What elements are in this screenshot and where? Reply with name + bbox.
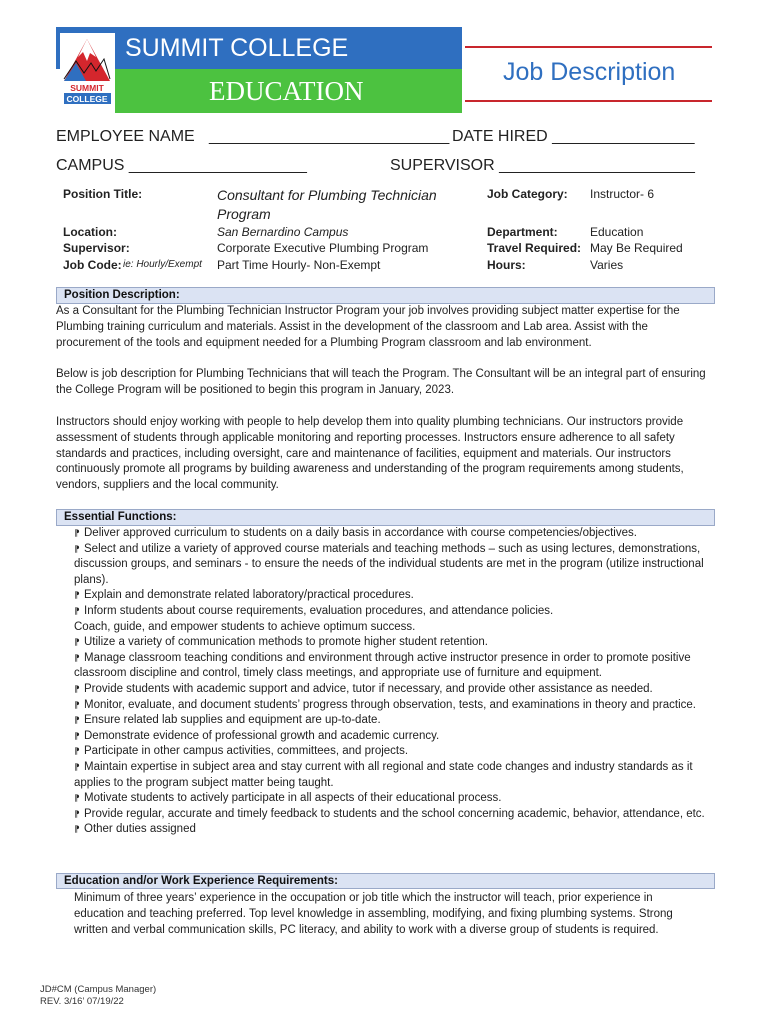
bullet-icon: ⁋ — [74, 683, 80, 694]
function-text: Provide regular, accurate and timely feedback to students and the school concerning academic, behavior, attendance, etc. — [84, 807, 705, 820]
function-item — [74, 542, 706, 589]
function-item — [74, 635, 706, 651]
function-item — [74, 791, 706, 807]
function-text: Manage classroom teaching conditions and environment through active instructor presence in order to promote positive classroom discipline and control, timely class meetings, and appropriate use of furniture and equipment. — [74, 651, 691, 680]
job-code-label: Job Code: — [63, 258, 122, 272]
bullet-icon: ⁋ — [74, 652, 80, 663]
job-category-value: Instructor- 6 — [590, 187, 655, 201]
function-text: Deliver approved curriculum to students on a daily basis in accordance with course competencies/objectives. — [84, 527, 637, 539]
function-text: Participate in other campus activities, committees, and projects. — [84, 745, 409, 758]
function-text: Demonstrate evidence of professional growth and academic currency. — [84, 729, 440, 742]
function-text: Select and utilize a variety of approved course materials and teaching methods – such as using lectures, demonstrations, discussion groups, and seminars - to ensure the needs of the individual students are met in the program (utilize instructional plans). — [74, 542, 704, 586]
function-item — [74, 651, 706, 682]
function-item — [74, 807, 706, 823]
function-text: Coach, guide, and empower students to achieve optimum success. — [74, 620, 416, 633]
logo-text-summit: SUMMIT — [70, 83, 104, 93]
function-item — [74, 760, 706, 791]
bullet-icon: ⁋ — [74, 730, 80, 741]
bullet-icon: ⁋ — [74, 590, 80, 601]
function-item — [74, 822, 706, 838]
bullet-icon: ⁋ — [74, 528, 80, 538]
title-rule-top — [465, 46, 712, 48]
travel-required-value: May Be Required — [590, 241, 683, 255]
function-item — [74, 682, 706, 698]
bullet-icon: ⁋ — [74, 793, 80, 804]
function-text: Explain and demonstrate related laboratory/practical procedures. — [84, 589, 414, 602]
function-text: Inform students about course requirements, evaluation procedures, and attendance policies. — [84, 604, 554, 617]
position-description-p1: As a Consultant for the Plumbing Technician Instructor Program your job involves providing subject matter expertise for the Plumbing training curriculum and materials. Assist in the development of the classroom and Lab area. Assist with the procurement of the tools and equipment needed for a Plumbing Program classroom and lab environment. — [56, 305, 680, 349]
campus-field[interactable]: CAMPUS ____________________ — [56, 157, 307, 174]
bullet-icon: ⁋ — [74, 605, 80, 616]
position-title-value: Consultant for Plumbing Technician Program — [217, 187, 437, 222]
function-item — [74, 698, 706, 714]
function-item — [74, 713, 706, 729]
function-item — [74, 729, 706, 745]
function-item — [74, 604, 706, 620]
location-label: Location: — [63, 225, 117, 239]
date-hired-field[interactable]: DATE HIRED ________________ — [452, 128, 695, 145]
function-text: Provide students with academic support and advice, tutor if necessary, and provide other assistance as needed. — [84, 682, 653, 695]
document-title: Job Description — [503, 58, 676, 86]
department-value: Education — [590, 225, 644, 239]
logo-text-college: COLLEGE — [66, 94, 108, 104]
title-rule-bottom — [465, 100, 712, 102]
position-description-p2: Below is job description for Plumbing Technicians that will teach the Program. The Consultant will be an integral part of ensuring the College Program will be positioned to begin this program in January, 2023. — [56, 368, 706, 396]
college-name: SUMMIT COLLEGE — [125, 34, 349, 62]
supervisor-label: Supervisor: — [63, 241, 130, 255]
position-description-p3: Instructors should enjoy working with people to help develop them into quality plumbing technicians. Our instructors provide assessment of students through applicable monitoring and reporting processes. Instructors ensure adherence to all safety standards and practices, including oversight, care and maintenance of facilities, equipment and materials. Our instructors continuously promote all programs by building awareness and understanding of the program requirements among students, vendors, suppliers and the local community. — [56, 416, 684, 492]
essential-functions-title: Essential Functions: — [64, 511, 177, 523]
bullet-icon: ⁋ — [74, 746, 80, 757]
education-text: Minimum of three years’ experience in the occupation or job title which the instructor will teach, prior experience in education and teaching preferred. Top level knowledge in assembling, modifying, and fixing plumbing systems. Strong written and verbal communication skills, PC literacy, and ability to work with a diverse group of students is required. — [74, 892, 673, 936]
position-title-label: Position Title: — [63, 187, 143, 201]
footer-revision: REV. 3/16’ 07/19/22 — [40, 996, 124, 1007]
college-logo — [60, 33, 115, 107]
department-banner: EDUCATION — [209, 76, 364, 106]
function-item — [74, 744, 706, 760]
hours-value: Varies — [590, 258, 624, 272]
function-text: Maintain expertise in subject area and stay current with all regional and state code changes and industry standards as it applies to the program subject matter being taught. — [74, 760, 693, 789]
essential-functions-list — [74, 526, 706, 838]
employee-name-blank[interactable]: ___________________________ — [209, 128, 450, 145]
function-item — [74, 526, 706, 542]
function-item — [74, 620, 706, 636]
bullet-icon: ⁋ — [74, 761, 80, 772]
function-text: Motivate students to actively participate in all aspects of their educational process. — [84, 792, 502, 805]
bullet-icon: ⁋ — [74, 824, 80, 835]
hours-label: Hours: — [487, 258, 526, 272]
travel-required-label: Travel Required: — [487, 241, 582, 255]
function-text: Utilize a variety of communication methods to promote higher student retention. — [84, 636, 488, 649]
job-category-label: Job Category: — [487, 187, 568, 201]
function-text: Other duties assigned — [84, 823, 196, 836]
education-title: Education and/or Work Experience Requirements: — [64, 875, 338, 887]
position-description-title: Position Description: — [64, 289, 180, 301]
supervisor-value: Corporate Executive Plumbing Program — [217, 241, 429, 255]
footer-doc-code: JD#CM (Campus Manager) — [40, 984, 157, 995]
function-text: Monitor, evaluate, and document students’ progress through observation, tests, and examinations in theory and practice. — [84, 698, 696, 711]
bullet-icon: ⁋ — [74, 637, 80, 648]
location-value: San Bernardino Campus — [217, 225, 349, 239]
bullet-icon: ⁋ — [74, 543, 80, 554]
function-item — [74, 588, 706, 604]
bullet-icon: ⁋ — [74, 699, 80, 710]
supervisor-field[interactable]: SUPERVISOR ______________________ — [390, 157, 695, 174]
department-label: Department: — [487, 225, 558, 239]
function-text: Ensure related lab supplies and equipment are up-to-date. — [84, 714, 381, 727]
job-code-value: Part Time Hourly- Non-Exempt — [217, 258, 381, 272]
job-code-hint: ie: Hourly/Exempt — [123, 259, 202, 270]
bullet-icon: ⁋ — [74, 808, 80, 819]
employee-name-label: EMPLOYEE NAME — [56, 128, 195, 145]
bullet-icon: ⁋ — [74, 715, 80, 726]
